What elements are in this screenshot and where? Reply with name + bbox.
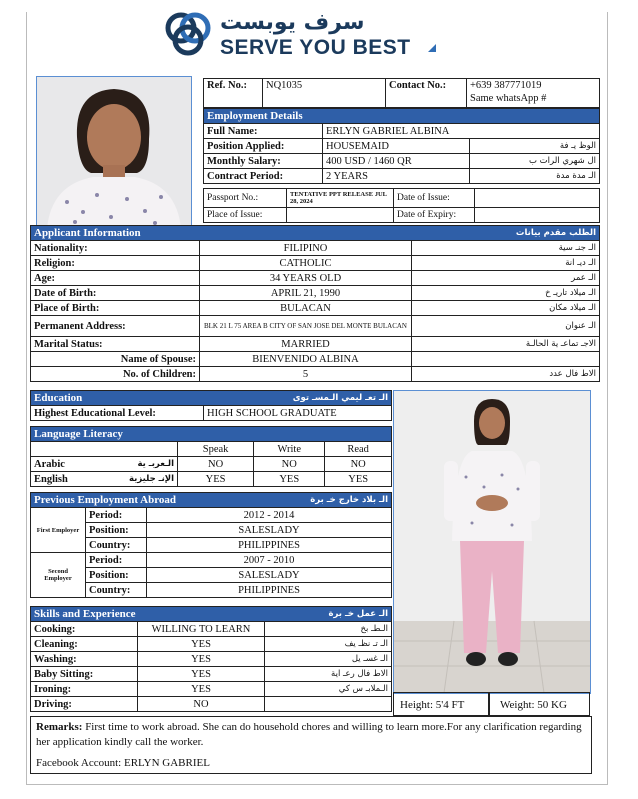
expiry-label: Date of Expiry:	[394, 208, 475, 223]
position-label: Position Applied:	[204, 139, 323, 154]
second-country-value: PHILIPPINES	[147, 583, 392, 598]
expiry-value	[475, 208, 600, 223]
spouse-value: BIENVENIDO ALBINA	[200, 352, 412, 367]
pob-arabic: الـ ميلاد مكان	[412, 301, 600, 316]
ironing-label: Ironing:	[31, 682, 138, 697]
english-write: YES	[254, 472, 325, 487]
education-table	[30, 390, 392, 421]
skills-header: Skills and Experience الـ عمل خـ برة	[31, 607, 392, 622]
nationality-arabic: الـ جنـ سية	[412, 241, 600, 256]
logo-english: SERVE YOU BEST	[220, 36, 411, 59]
baby-sitting-label: Baby Sitting:	[31, 667, 138, 682]
ref-table	[203, 78, 600, 108]
children-label: No. of Children:	[31, 367, 200, 382]
issue-place-value	[287, 208, 394, 223]
cooking-label: Cooking:	[31, 622, 138, 637]
employment-table	[203, 108, 600, 184]
full-name-value: ERLYN GABRIEL ALBINA	[323, 124, 600, 139]
driving-label: Driving:	[31, 697, 138, 712]
marital-arabic: الاجـ تماعـ ية الحالـة	[412, 337, 600, 352]
second-position-label: Position:	[86, 568, 147, 583]
marital-label: Marital Status:	[31, 337, 200, 352]
employment-header: Employment Details	[204, 109, 600, 124]
company-logo	[164, 10, 444, 60]
first-position-label: Position:	[86, 523, 147, 538]
cleaning-value: YES	[138, 637, 265, 652]
cooking-arabic: الـطـ بخ	[265, 622, 392, 637]
issue-date-value	[475, 189, 600, 208]
arabic-lang-label: Arabic الـعربـ ية	[31, 457, 178, 472]
age-value: 34 YEARS OLD	[200, 271, 412, 286]
logo-arabic: سرف يوبست	[220, 10, 365, 35]
second-period-value: 2007 - 2010	[147, 553, 392, 568]
contact-value: +639 387771019	[470, 80, 542, 91]
nationality-label: Nationality:	[31, 241, 200, 256]
cleaning-arabic: الـ تـ نظـ يف	[265, 637, 392, 652]
skills-table	[30, 606, 392, 712]
washing-arabic: الـ غسـ يل	[265, 652, 392, 667]
ref-value: NQ1035	[263, 79, 386, 108]
second-position-value: SALESLADY	[147, 568, 392, 583]
read-header: Read	[325, 442, 392, 457]
height-value: Height: 5'4 FT	[393, 692, 489, 716]
spouse-arabic	[412, 352, 600, 367]
speak-header: Speak	[178, 442, 254, 457]
arabic-read: NO	[325, 457, 392, 472]
education-header: Education الـ تعـ ليمي الـمسـ توى	[31, 391, 392, 406]
address-label: Permanent Address:	[31, 316, 200, 337]
logo-mark-icon	[164, 10, 212, 58]
applicant-fullbody-photo	[393, 390, 591, 694]
address-value: BLK 21 L 75 AREA B CITY OF SAN JOSE DEL MONTE BULACAN	[200, 316, 412, 337]
dob-label: Date of Birth:	[31, 286, 200, 301]
salary-arabic: ال شهري الرات ب	[470, 154, 600, 169]
ironing-value: YES	[138, 682, 265, 697]
second-employer-label: Second Employer	[31, 553, 86, 598]
english-lang-label: English الإنـ جليزية	[31, 472, 178, 487]
dob-value: APRIL 21, 1990	[200, 286, 412, 301]
ironing-arabic: الـملابـ س كي	[265, 682, 392, 697]
remarks-box	[30, 716, 592, 774]
religion-label: Religion:	[31, 256, 200, 271]
previous-header: Previous Employment Abroad الـ بلاد خارج خـ برة	[31, 493, 392, 508]
washing-label: Washing:	[31, 652, 138, 667]
contact-label: Contact No.:	[386, 79, 467, 108]
first-position-value: SALESLADY	[147, 523, 392, 538]
baby-sitting-arabic: الاط فال رعـ اية	[265, 667, 392, 682]
contract-value: 2 YEARS	[323, 169, 470, 184]
contract-arabic: الـ مدة مدة	[470, 169, 600, 184]
position-value: HOUSEMAID	[323, 139, 470, 154]
passport-table	[203, 188, 600, 223]
passport-label: Passport No.:	[204, 189, 287, 208]
arabic-write: NO	[254, 457, 325, 472]
first-country-label: Country:	[86, 538, 147, 553]
salary-value: 400 USD / 1460 QR	[323, 154, 470, 169]
driving-arabic	[265, 697, 392, 712]
cleaning-label: Cleaning:	[31, 637, 138, 652]
first-period-value: 2012 - 2014	[147, 508, 392, 523]
ref-label: Ref. No.:	[204, 79, 263, 108]
pob-label: Place of Birth:	[31, 301, 200, 316]
facebook-account: Facebook Account: ERLYN GABRIEL	[36, 757, 210, 769]
weight-value: Weight: 50 KG	[489, 692, 590, 716]
language-table	[30, 426, 392, 487]
english-speak: YES	[178, 472, 254, 487]
position-arabic: الوظ يـ فة	[470, 139, 600, 154]
driving-value: NO	[138, 697, 265, 712]
baby-sitting-value: YES	[138, 667, 265, 682]
spouse-label: Name of Spouse:	[31, 352, 200, 367]
passport-value: TENTATIVE PPT RELEASE JUL 28, 2024	[287, 189, 394, 208]
language-corner	[31, 442, 178, 457]
children-value: 5	[200, 367, 412, 382]
washing-value: YES	[138, 652, 265, 667]
contact-note: Same whatsApp #	[470, 93, 547, 104]
education-level-value: HIGH SCHOOL GRADUATE	[204, 406, 392, 421]
applicant-header: Applicant Information الطلب مقدم بيانات	[31, 226, 600, 241]
logo-accent	[428, 44, 436, 52]
second-country-label: Country:	[86, 583, 147, 598]
arabic-speak: NO	[178, 457, 254, 472]
first-employer-label: First Employer	[31, 508, 86, 553]
education-level-label: Highest Educational Level:	[31, 406, 204, 421]
pob-value: BULACAN	[200, 301, 412, 316]
dob-arabic: الـ ميلاد تاريـ خ	[412, 286, 600, 301]
previous-employment-table	[30, 492, 392, 598]
issue-place-label: Place of Issue:	[204, 208, 287, 223]
write-header: Write	[254, 442, 325, 457]
issue-date-label: Date of Issue:	[394, 189, 475, 208]
children-arabic: الاط فال عدد	[412, 367, 600, 382]
marital-value: MARRIED	[200, 337, 412, 352]
contract-label: Contract Period:	[204, 169, 323, 184]
language-header: Language Literacy	[31, 427, 392, 442]
cooking-value: WILLING TO LEARN	[138, 622, 265, 637]
english-read: YES	[325, 472, 392, 487]
age-arabic: الـ عمر	[412, 271, 600, 286]
first-country-value: PHILIPPINES	[147, 538, 392, 553]
nationality-value: FILIPINO	[200, 241, 412, 256]
remarks-text: Remarks: First time to work abroad. She can do household chores and willing to learn more.For any clarification regarding her application kindly call the worker.	[36, 721, 582, 748]
address-arabic: الـ عنوان	[412, 316, 600, 337]
applicant-portrait-photo	[36, 76, 192, 230]
first-period-label: Period:	[86, 508, 147, 523]
salary-label: Monthly Salary:	[204, 154, 323, 169]
full-name-label: Full Name:	[204, 124, 323, 139]
applicant-table	[30, 225, 600, 382]
age-label: Age:	[31, 271, 200, 286]
religion-arabic: الـ ديـ انة	[412, 256, 600, 271]
religion-value: CATHOLIC	[200, 256, 412, 271]
second-period-label: Period:	[86, 553, 147, 568]
